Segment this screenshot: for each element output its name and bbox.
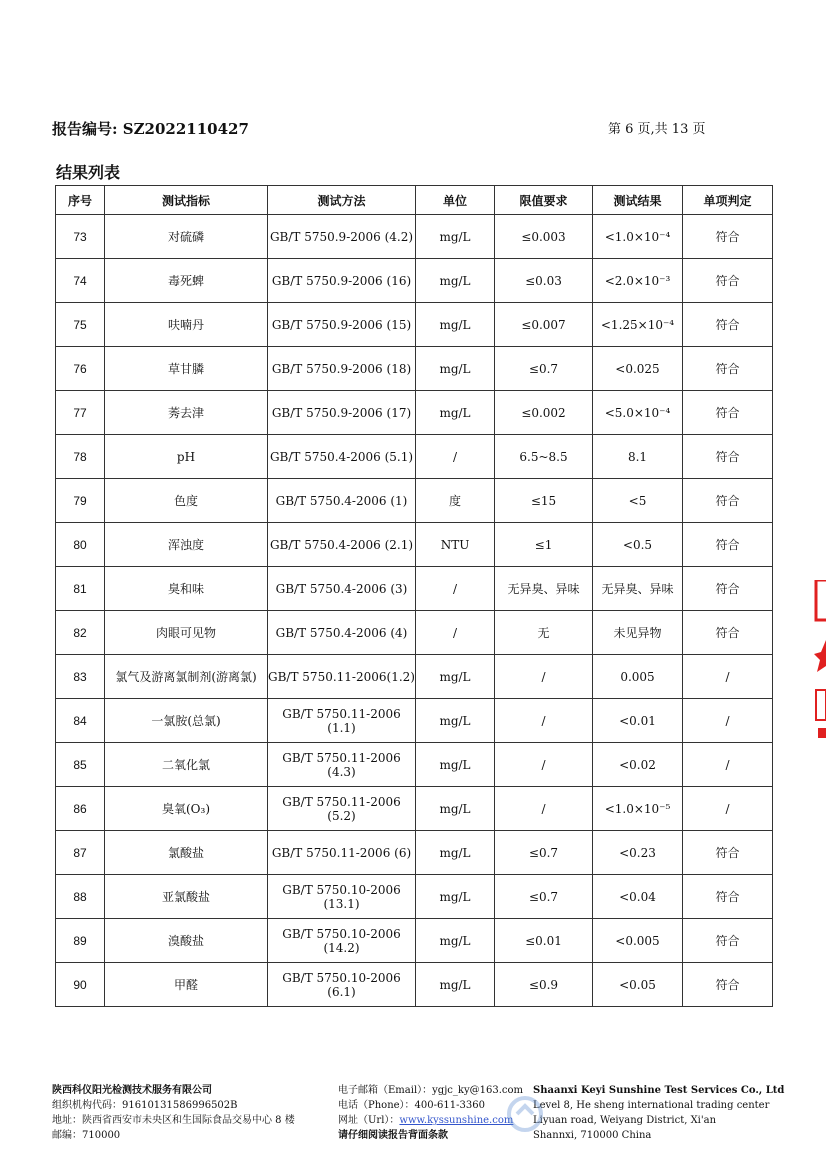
- cell-result: <5.0×10⁻⁴: [593, 391, 683, 435]
- cell-limit: ≤0.7: [495, 831, 593, 875]
- cell-method: GB/T 5750.9-2006 (18): [268, 347, 416, 391]
- cell-result: <0.025: [593, 347, 683, 391]
- page-number: 第 6 页,共 13 页: [608, 122, 706, 137]
- cell-method: GB/T 5750.4-2006 (1): [268, 479, 416, 523]
- cell-index: 83: [56, 655, 105, 699]
- footer-address: 地址：陕西省西安市未央区和生国际食品交易中心 8 楼: [52, 1115, 295, 1126]
- cell-index: 80: [56, 523, 105, 567]
- cell-judgement: 符合: [683, 963, 773, 1007]
- cell-limit: ≤0.7: [495, 875, 593, 919]
- cell-result: <5: [593, 479, 683, 523]
- col-header-unit: 单位: [416, 186, 495, 215]
- cell-index: 90: [56, 963, 105, 1007]
- cell-limit: /: [495, 787, 593, 831]
- cell-method: GB/T 5750.11-2006 (1.1): [268, 699, 416, 743]
- cell-result: <0.23: [593, 831, 683, 875]
- cell-result: <0.04: [593, 875, 683, 919]
- col-header-indicator: 测试指标: [105, 186, 268, 215]
- cell-unit: mg/L: [416, 391, 495, 435]
- footer-notice: 请仔细阅读报告背面条款: [338, 1130, 448, 1141]
- cell-judgement: 符合: [683, 567, 773, 611]
- cell-judgement: /: [683, 787, 773, 831]
- cell-index: 79: [56, 479, 105, 523]
- cell-result: <1.0×10⁻⁴: [593, 215, 683, 259]
- cell-unit: mg/L: [416, 919, 495, 963]
- cell-result: <0.05: [593, 963, 683, 1007]
- cell-judgement: 符合: [683, 523, 773, 567]
- col-header-result: 测试结果: [593, 186, 683, 215]
- cell-limit: /: [495, 655, 593, 699]
- cell-unit: mg/L: [416, 655, 495, 699]
- cell-index: 76: [56, 347, 105, 391]
- table-row: [56, 391, 773, 435]
- cell-limit: ≤15: [495, 479, 593, 523]
- col-header-method: 测试方法: [268, 186, 416, 215]
- cell-unit: mg/L: [416, 875, 495, 919]
- cell-result: <0.02: [593, 743, 683, 787]
- footer-addr-1: Level 8, He sheng international trading center: [533, 1100, 770, 1111]
- cell-result: <0.01: [593, 699, 683, 743]
- footer-right: [533, 1083, 784, 1143]
- cell-index: 81: [56, 567, 105, 611]
- cell-unit: /: [416, 611, 495, 655]
- cell-judgement: 符合: [683, 875, 773, 919]
- cell-method: GB/T 5750.9-2006 (17): [268, 391, 416, 435]
- cell-index: 73: [56, 215, 105, 259]
- cell-method: GB/T 5750.11-2006 (5.2): [268, 787, 416, 831]
- cell-judgement: /: [683, 655, 773, 699]
- cell-method: GB/T 5750.11-2006(1.2): [268, 655, 416, 699]
- cell-indicator: 甲醛: [105, 963, 268, 1007]
- cell-method: GB/T 5750.4-2006 (4): [268, 611, 416, 655]
- cell-limit: ≤0.03: [495, 259, 593, 303]
- table-row: [56, 787, 773, 831]
- footer-org-code: 组织机构代码：91610131586996502B: [52, 1100, 238, 1111]
- cell-limit: ≤0.002: [495, 391, 593, 435]
- cell-method: GB/T 5750.10-2006 (6.1): [268, 963, 416, 1007]
- cell-indicator: 浑浊度: [105, 523, 268, 567]
- cell-result: <2.0×10⁻³: [593, 259, 683, 303]
- cell-indicator: 臭氧(O₃): [105, 787, 268, 831]
- cell-index: 89: [56, 919, 105, 963]
- cell-unit: /: [416, 435, 495, 479]
- cell-index: 82: [56, 611, 105, 655]
- table-row: [56, 919, 773, 963]
- cell-limit: 无: [495, 611, 593, 655]
- cell-method: GB/T 5750.10-2006 (13.1): [268, 875, 416, 919]
- table-row: [56, 611, 773, 655]
- cell-method: GB/T 5750.4-2006 (5.1): [268, 435, 416, 479]
- table-row: [56, 479, 773, 523]
- cell-index: 84: [56, 699, 105, 743]
- footer-web-link[interactable]: www.kyssunshine.com: [399, 1115, 514, 1126]
- footer-company: 陕西科仪阳光检测技术服务有限公司: [52, 1085, 212, 1096]
- cell-limit: ≤1: [495, 523, 593, 567]
- cell-indicator: 氯酸盐: [105, 831, 268, 875]
- cell-indicator: 莠去津: [105, 391, 268, 435]
- footer-addr-2: Liyuan road, Weiyang District, Xi'an: [533, 1115, 717, 1126]
- cell-unit: mg/L: [416, 743, 495, 787]
- table-row: [56, 215, 773, 259]
- section-title: 结果列表: [56, 163, 121, 182]
- cell-unit: NTU: [416, 523, 495, 567]
- cell-index: 74: [56, 259, 105, 303]
- cell-unit: mg/L: [416, 303, 495, 347]
- cell-result: 8.1: [593, 435, 683, 479]
- cell-unit: /: [416, 567, 495, 611]
- table-row: [56, 435, 773, 479]
- footer-left: [52, 1083, 295, 1143]
- cell-judgement: /: [683, 699, 773, 743]
- cell-indicator: 溴酸盐: [105, 919, 268, 963]
- cell-result: <1.0×10⁻⁵: [593, 787, 683, 831]
- table-row: [56, 303, 773, 347]
- cell-limit: ≤0.7: [495, 347, 593, 391]
- cell-judgement: 符合: [683, 479, 773, 523]
- cell-method: GB/T 5750.4-2006 (2.1): [268, 523, 416, 567]
- cell-method: GB/T 5750.11-2006 (4.3): [268, 743, 416, 787]
- cell-limit: ≤0.007: [495, 303, 593, 347]
- cell-index: 78: [56, 435, 105, 479]
- cell-indicator: 氯气及游离氯制剂(游离氯): [105, 655, 268, 699]
- cell-unit: mg/L: [416, 215, 495, 259]
- table-row: [56, 831, 773, 875]
- table-row: [56, 259, 773, 303]
- cell-unit: 度: [416, 479, 495, 523]
- cell-judgement: 符合: [683, 435, 773, 479]
- cell-indicator: 肉眼可见物: [105, 611, 268, 655]
- cell-result: 0.005: [593, 655, 683, 699]
- report-number: 报告编号: SZ2022110427: [52, 120, 249, 138]
- cell-index: 88: [56, 875, 105, 919]
- cell-judgement: 符合: [683, 215, 773, 259]
- cell-indicator: 草甘膦: [105, 347, 268, 391]
- cell-result: <1.25×10⁻⁴: [593, 303, 683, 347]
- cell-judgement: 符合: [683, 303, 773, 347]
- cell-indicator: 色度: [105, 479, 268, 523]
- cell-indicator: 臭和味: [105, 567, 268, 611]
- cell-method: GB/T 5750.9-2006 (15): [268, 303, 416, 347]
- cell-judgement: 符合: [683, 391, 773, 435]
- cell-method: GB/T 5750.11-2006 (6): [268, 831, 416, 875]
- cell-result: <0.005: [593, 919, 683, 963]
- footer-company-en: Shaanxi Keyi Sunshine Test Services Co., Ltd: [533, 1085, 785, 1096]
- col-header-judgement: 单项判定: [683, 186, 773, 215]
- footer-web-label: 网址（Url）：: [338, 1115, 400, 1126]
- footer-phone: 电话（Phone）：400-611-3360: [338, 1100, 485, 1111]
- footer-addr-3: Shannxi, 710000 China: [533, 1130, 652, 1141]
- cell-indicator: 一氯胺(总氯): [105, 699, 268, 743]
- cell-judgement: 符合: [683, 831, 773, 875]
- cell-limit: /: [495, 743, 593, 787]
- cell-method: GB/T 5750.10-2006 (14.2): [268, 919, 416, 963]
- table-row: [56, 347, 773, 391]
- cell-unit: mg/L: [416, 259, 495, 303]
- cell-judgement: 符合: [683, 259, 773, 303]
- seal-stamp: [812, 580, 826, 740]
- cell-index: 75: [56, 303, 105, 347]
- cell-indicator: 亚氯酸盐: [105, 875, 268, 919]
- cell-index: 77: [56, 391, 105, 435]
- cell-indicator: 毒死蜱: [105, 259, 268, 303]
- cell-limit: /: [495, 699, 593, 743]
- cell-unit: mg/L: [416, 831, 495, 875]
- cell-index: 85: [56, 743, 105, 787]
- watermark: [505, 1092, 545, 1134]
- cell-result: 未见异物: [593, 611, 683, 655]
- watermark-logo-icon: [505, 1094, 545, 1134]
- cell-method: GB/T 5750.4-2006 (3): [268, 567, 416, 611]
- footer-email: 电子邮箱（Email）：ygjc_ky@163.com: [338, 1085, 523, 1096]
- cell-limit: ≤0.9: [495, 963, 593, 1007]
- table-row: [56, 655, 773, 699]
- cell-indicator: pH: [105, 435, 268, 479]
- cell-limit: ≤0.003: [495, 215, 593, 259]
- table-row: [56, 875, 773, 919]
- cell-indicator: 二氧化氯: [105, 743, 268, 787]
- cell-indicator: 对硫磷: [105, 215, 268, 259]
- cell-indicator: 呋喃丹: [105, 303, 268, 347]
- results-table: [55, 185, 773, 1007]
- cell-limit: 6.5~8.5: [495, 435, 593, 479]
- cell-unit: mg/L: [416, 699, 495, 743]
- cell-method: GB/T 5750.9-2006 (4.2): [268, 215, 416, 259]
- cell-unit: mg/L: [416, 787, 495, 831]
- cell-index: 87: [56, 831, 105, 875]
- footer-middle: [338, 1083, 523, 1143]
- table-row: [56, 743, 773, 787]
- cell-judgement: 符合: [683, 611, 773, 655]
- cell-index: 86: [56, 787, 105, 831]
- col-header-index: 序号: [56, 186, 105, 215]
- cell-limit: 无异臭、异味: [495, 567, 593, 611]
- footer-postcode: 邮编：710000: [52, 1130, 121, 1141]
- cell-method: GB/T 5750.9-2006 (16): [268, 259, 416, 303]
- cell-result: 无异臭、异味: [593, 567, 683, 611]
- cell-limit: ≤0.01: [495, 919, 593, 963]
- table-header-row: [56, 186, 773, 215]
- table-row: [56, 523, 773, 567]
- cell-result: <0.5: [593, 523, 683, 567]
- cell-unit: mg/L: [416, 347, 495, 391]
- table-row: [56, 699, 773, 743]
- cell-judgement: 符合: [683, 919, 773, 963]
- cell-judgement: 符合: [683, 347, 773, 391]
- cell-unit: mg/L: [416, 963, 495, 1007]
- seal-stamp-icon: [812, 580, 826, 740]
- col-header-limit: 限值要求: [495, 186, 593, 215]
- cell-judgement: /: [683, 743, 773, 787]
- table-row: [56, 963, 773, 1007]
- table-row: [56, 567, 773, 611]
